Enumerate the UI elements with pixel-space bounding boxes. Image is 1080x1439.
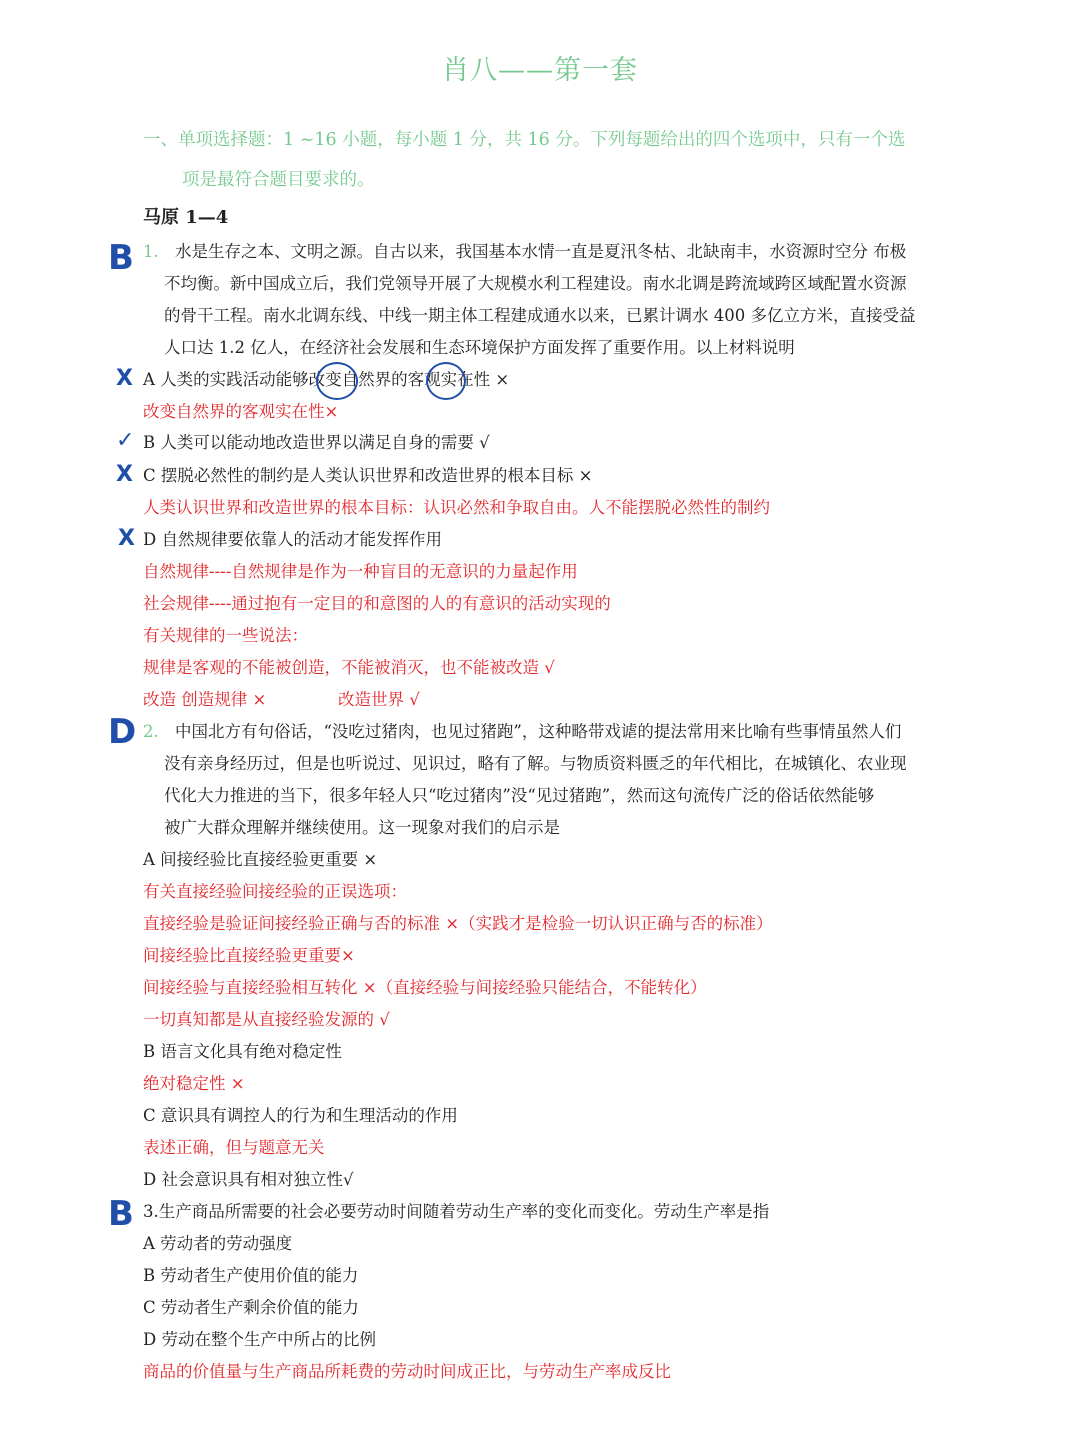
page-title: 肖八——第一套 — [442, 55, 638, 86]
q3-option-b: B 劳动者生产使用价值的能力 — [143, 1266, 359, 1285]
section-heading: 马原 1—4 — [143, 207, 229, 228]
q2-stem-line-2: 没有亲身经历过，但是也听说过、见识过，略有了解。与物质资料匮乏的年代相比，在城镇化、农业现 — [164, 754, 907, 773]
q1-note-d-1: 自然规律----自然规律是作为一种盲目的无意识的力量起作用 — [143, 562, 578, 581]
q1-stem-line-3: 的骨干工程。南水北调东线、中线一期主体工程建成通水以来，已累计调水 400 多亿立方米，直接受益 — [164, 306, 916, 325]
q1-note-d-2: 社会规律----通过抱有一定目的和意图的人的有意识的活动实现的 — [143, 594, 611, 613]
q3-option-d: D 劳动在整个生产中所占的比例 — [143, 1330, 376, 1349]
q1-option-a: A 人类的实践活动能够改变自然界的客观实在性 × — [143, 370, 510, 389]
q1-d-cross-mark: X — [118, 526, 135, 551]
q1-answer-handwritten: B — [108, 238, 134, 278]
q1-note-last-right: 改造世界 √ — [338, 690, 420, 709]
q1-c-cross-mark: X — [116, 462, 133, 487]
q1-a-cross-mark: X — [116, 366, 133, 391]
circle-annotation-1 — [316, 362, 358, 400]
q2-note-a-4: 间接经验与直接经验相互转化 ×（直接经验与间接经验只能结合，不能转化） — [143, 978, 707, 997]
q2-stem-line-1: 中国北方有句俗话，“没吃过猪肉，也见过猪跑”，这种略带戏谑的提法常用来比喻有些事情虽然人们 — [175, 722, 902, 741]
circle-annotation-2 — [426, 362, 466, 400]
q1-note-a: 改变自然界的客观实在性× — [143, 402, 339, 421]
q2-answer-handwritten: D — [108, 712, 137, 752]
intro-line-1: 一、单项选择题：1 ~16 小题，每小题 1 分，共 16 分。下列每题给出的四个选项中，只有一个选 — [143, 130, 906, 150]
q3-answer-handwritten: B — [108, 1194, 134, 1234]
q2-number: 2. — [143, 722, 159, 741]
q2-option-b: B 语言文化具有绝对稳定性 — [143, 1042, 342, 1061]
q2-note-a-2: 直接经验是验证间接经验正确与否的标准 ×（实践才是检验一切认识正确与否的标准） — [143, 914, 773, 933]
q1-stem-line-1: 水是生存之本、文明之源。自古以来，我国基本水情一直是夏汛冬枯、北缺南丰，水资源时空分 布极 — [175, 242, 907, 261]
q1-stem-line-4: 人口达 1.2 亿人，在经济社会发展和生态环境保护方面发挥了重要作用。以上材料说明 — [164, 338, 795, 357]
q3-option-a: A 劳动者的劳动强度 — [143, 1234, 293, 1253]
q1-number: 1. — [143, 242, 159, 261]
q1-stem-line-2: 不均衡。新中国成立后，我们党领导开展了大规模水利工程建设。南水北调是跨流域跨区域配置水资源 — [164, 274, 907, 293]
intro-line-2: 项是最符合题目要求的。 — [182, 170, 375, 190]
q2-stem-line-4: 被广大群众理解并继续使用。这一现象对我们的启示是 — [164, 818, 560, 837]
q2-stem-line-3: 代化大力推进的当下，很多年轻人只“吃过猪肉”没“见过猪跑”，然而这句流传广泛的俗话依然能够 — [164, 786, 875, 805]
q2-option-a: A 间接经验比直接经验更重要 × — [143, 850, 378, 869]
q1-note-d-3: 有关规律的一些说法： — [143, 626, 308, 645]
q3-stem: 3.生产商品所需要的社会必要劳动时间随着劳动生产率的变化而变化。劳动生产率是指 — [143, 1202, 770, 1221]
q2-note-a-1: 有关直接经验间接经验的正误选项： — [143, 882, 407, 901]
q2-option-d: D 社会意识具有相对独立性√ — [143, 1170, 354, 1189]
q1-note-last-left: 改造 创造规律 × — [143, 690, 267, 709]
q1-option-c: C 摆脱必然性的制约是人类认识世界和改造世界的根本目标 × — [143, 466, 593, 485]
q2-note-b: 绝对稳定性 × — [143, 1074, 245, 1093]
q2-option-c: C 意识具有调控人的行为和生理活动的作用 — [143, 1106, 458, 1125]
q1-option-b: B 人类可以能动地改造世界以满足自身的需要 √ — [143, 433, 490, 452]
q2-note-a-3: 间接经验比直接经验更重要× — [143, 946, 355, 965]
q2-note-a-5: 一切真知都是从直接经验发源的 √ — [143, 1010, 390, 1029]
q3-note: 商品的价值量与生产商品所耗费的劳动时间成正比，与劳动生产率成反比 — [143, 1362, 671, 1381]
q1-note-c: 人类认识世界和改造世界的根本目标：认识必然和争取自由。人不能摆脱必然性的制约 — [143, 498, 770, 517]
q2-note-c: 表述正确，但与题意无关 — [143, 1138, 325, 1157]
q1-note-d-4: 规律是客观的不能被创造，不能被消灭，也不能被改造 √ — [143, 658, 555, 677]
q1-b-check-mark: ✓ — [116, 428, 135, 453]
q3-option-c: C 劳动者生产剩余价值的能力 — [143, 1298, 359, 1317]
q1-option-d: D 自然规律要依靠人的活动才能发挥作用 — [143, 530, 442, 549]
